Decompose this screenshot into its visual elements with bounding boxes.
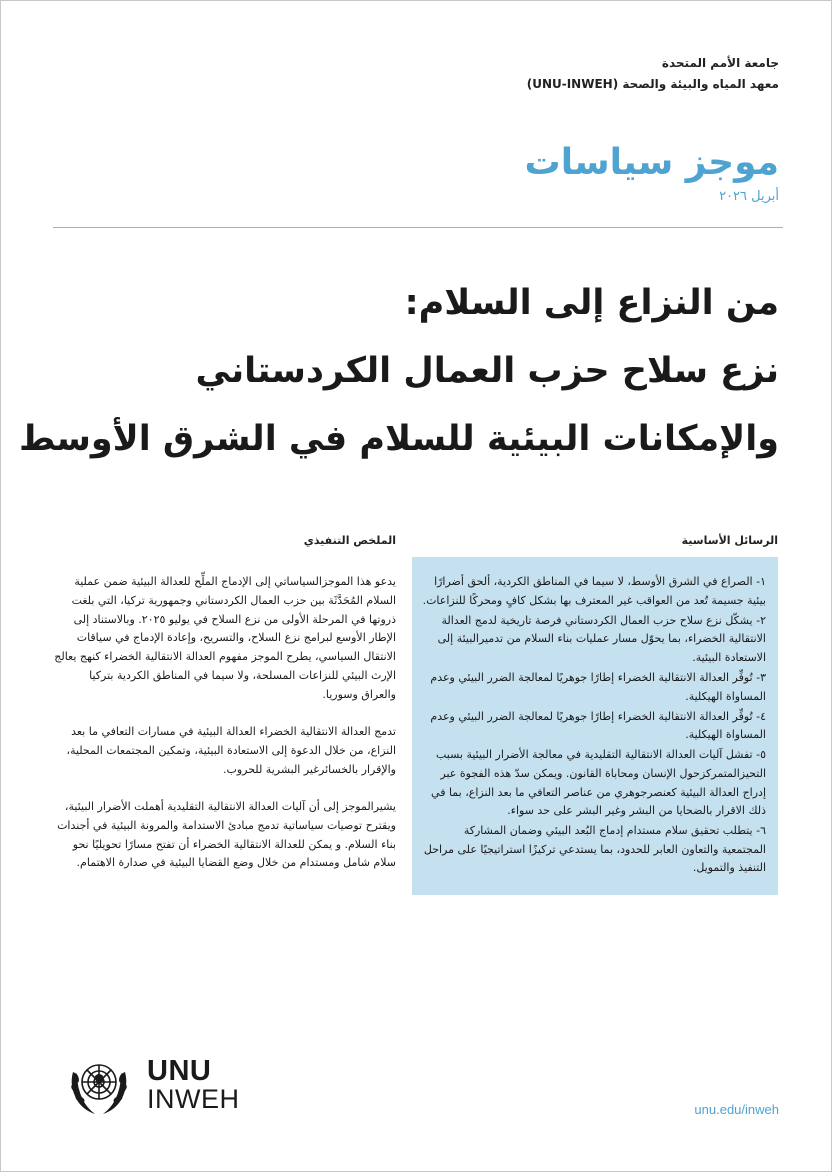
executive-summary [51,573,396,892]
title-line-2: نزع سلاح حزب العمال الكردستاني [195,351,779,391]
key-messages-heading: الرسائل الأساسية [681,534,778,547]
summary-paragraph: يدعو هذا الموجزالسياساتي إلى الإدماج الملِّح للعدالة البيئية ضمن عملية السلام المُحَدَّثَة بين حزب العمال الكردستاني وجمهورية تركيا، التي بلغت ذروتها في المرحلة الأولى من نزع السلاح في يوليو ٢٠٢٥. وبالاستناد إلى الإطار الأوسع لبرامج نزع السلاح، والتسريح، وإعادة الإدماج في سياقات الانتقال السياسي، يطرح الموجز مفهوم العدالة الانتقالية الخضراء كنهج يعالج الإرث البيئي للنزاعات المسلحة، ولا سيما في المناطق الكردية بتركيا والعراق وسوريا. [54,575,396,701]
summary-paragraph: يشيرالموجز إلى أن آليات العدالة الانتقالية التقليدية أهملت الأضرار البيئية، ويقترح توصيات سياساتية تدمج مبادئ الاستدامة والمرونة البيئية في أجندات بناء السلام. و يمكن للعدالة الانتقالية الخضراء أن تفتح مسارًا تحويليًا نحو سلام شامل ومستدام من خلال وضع القضايا البيئية في صدارة الاهتمام. [57,799,396,870]
un-emblem-icon [65,1052,133,1120]
key-message-item: ٥- تفشل آليات العدالة الانتقالية التقليدية في معالجة الأضرار البيئية بسبب التحيزالمتمركزحول الإنسان ومحاباة القانون. ويمكن سدّ هذه الفجوة عبر إدراج العدالة البيئية كعنصرجوهري من عناصر التعافي ما بعد النزاع، بما في ذلك الاقرار بالضحايا من البشر وغير البشر على حد سواء. [431,748,766,818]
document-type-title: موجز سياسات [524,142,779,183]
summary-paragraph: تدمج العدالة الانتقالية الخضراء العدالة البيئية في مسارات التعافي ما بعد النزاع، من خلال الدعوة إلى الاستعادة البيئية، وتمكين المجتمعات المحلية، والإقرار بالخسائرغير البشرية للحروب. [66,725,396,776]
institute-name: معهد المياه والبيئة والصحة (UNU-INWEH) [526,77,779,91]
header-divider [53,227,783,228]
publication-date: أبريل ٢٠٢٦ [719,189,779,204]
unu-inweh-logo [65,1052,265,1132]
key-message-item: ٢- يشكّل نزع سلاح حزب العمال الكردستاني فرصة تاريخية لدمج العدالة الانتقالية الخضراء، بما يحوّل مسار عمليات بناء السلام من تدميرالبيئة إلى الاستعادة البيئية. [437,613,766,664]
key-messages-box [412,557,778,895]
logo-inweh-text: INWEH [147,1084,240,1114]
website-link[interactable]: unu.edu/inweh [694,1102,779,1117]
logo-unu-text: UNU [147,1055,212,1087]
key-message-item: ٦- يتطلب تحقيق سلام مستدام إدماج البُعد البيئي وضمان المشاركة المجتمعية والتعاون العابر للحدود، بما يستدعي تركيزًا استراتيجيًا على مراحل التنفيذ والتمويل. [423,824,766,875]
executive-summary-heading: الملخص التنفيذي [303,534,396,547]
title-line-3: والإمكانات البيئية للسلام في الشرق الأوسط [18,419,779,459]
main-title [18,269,779,473]
title-line-1: من النزاع إلى السلام: [404,283,779,323]
key-message-item: ٣- تُوفِّر العدالة الانتقالية الخضراء إطارًا جوهريًا لمعالجة الضرر البيئي وعدم المساواة الهيكلية. [430,670,766,703]
key-message-item: ٤- تُوفِّر العدالة الانتقالية الخضراء إطارًا جوهريًا لمعالجة الضرر البيئي وعدم المساواة الهيكلية. [430,709,766,742]
key-message-item: ١- الصراع في الشرق الأوسط، لا سيما في المناطق الكردية، ألحق أضرارًا بيئية جسيمة تُعد من العواقب غير المعترف بها بشكل كافٍ ومحركًا للنزاعات. [422,575,766,607]
org-name: جامعة الأمم المتحدة [661,56,779,70]
organization-header [527,53,779,95]
key-messages-list [422,573,766,878]
